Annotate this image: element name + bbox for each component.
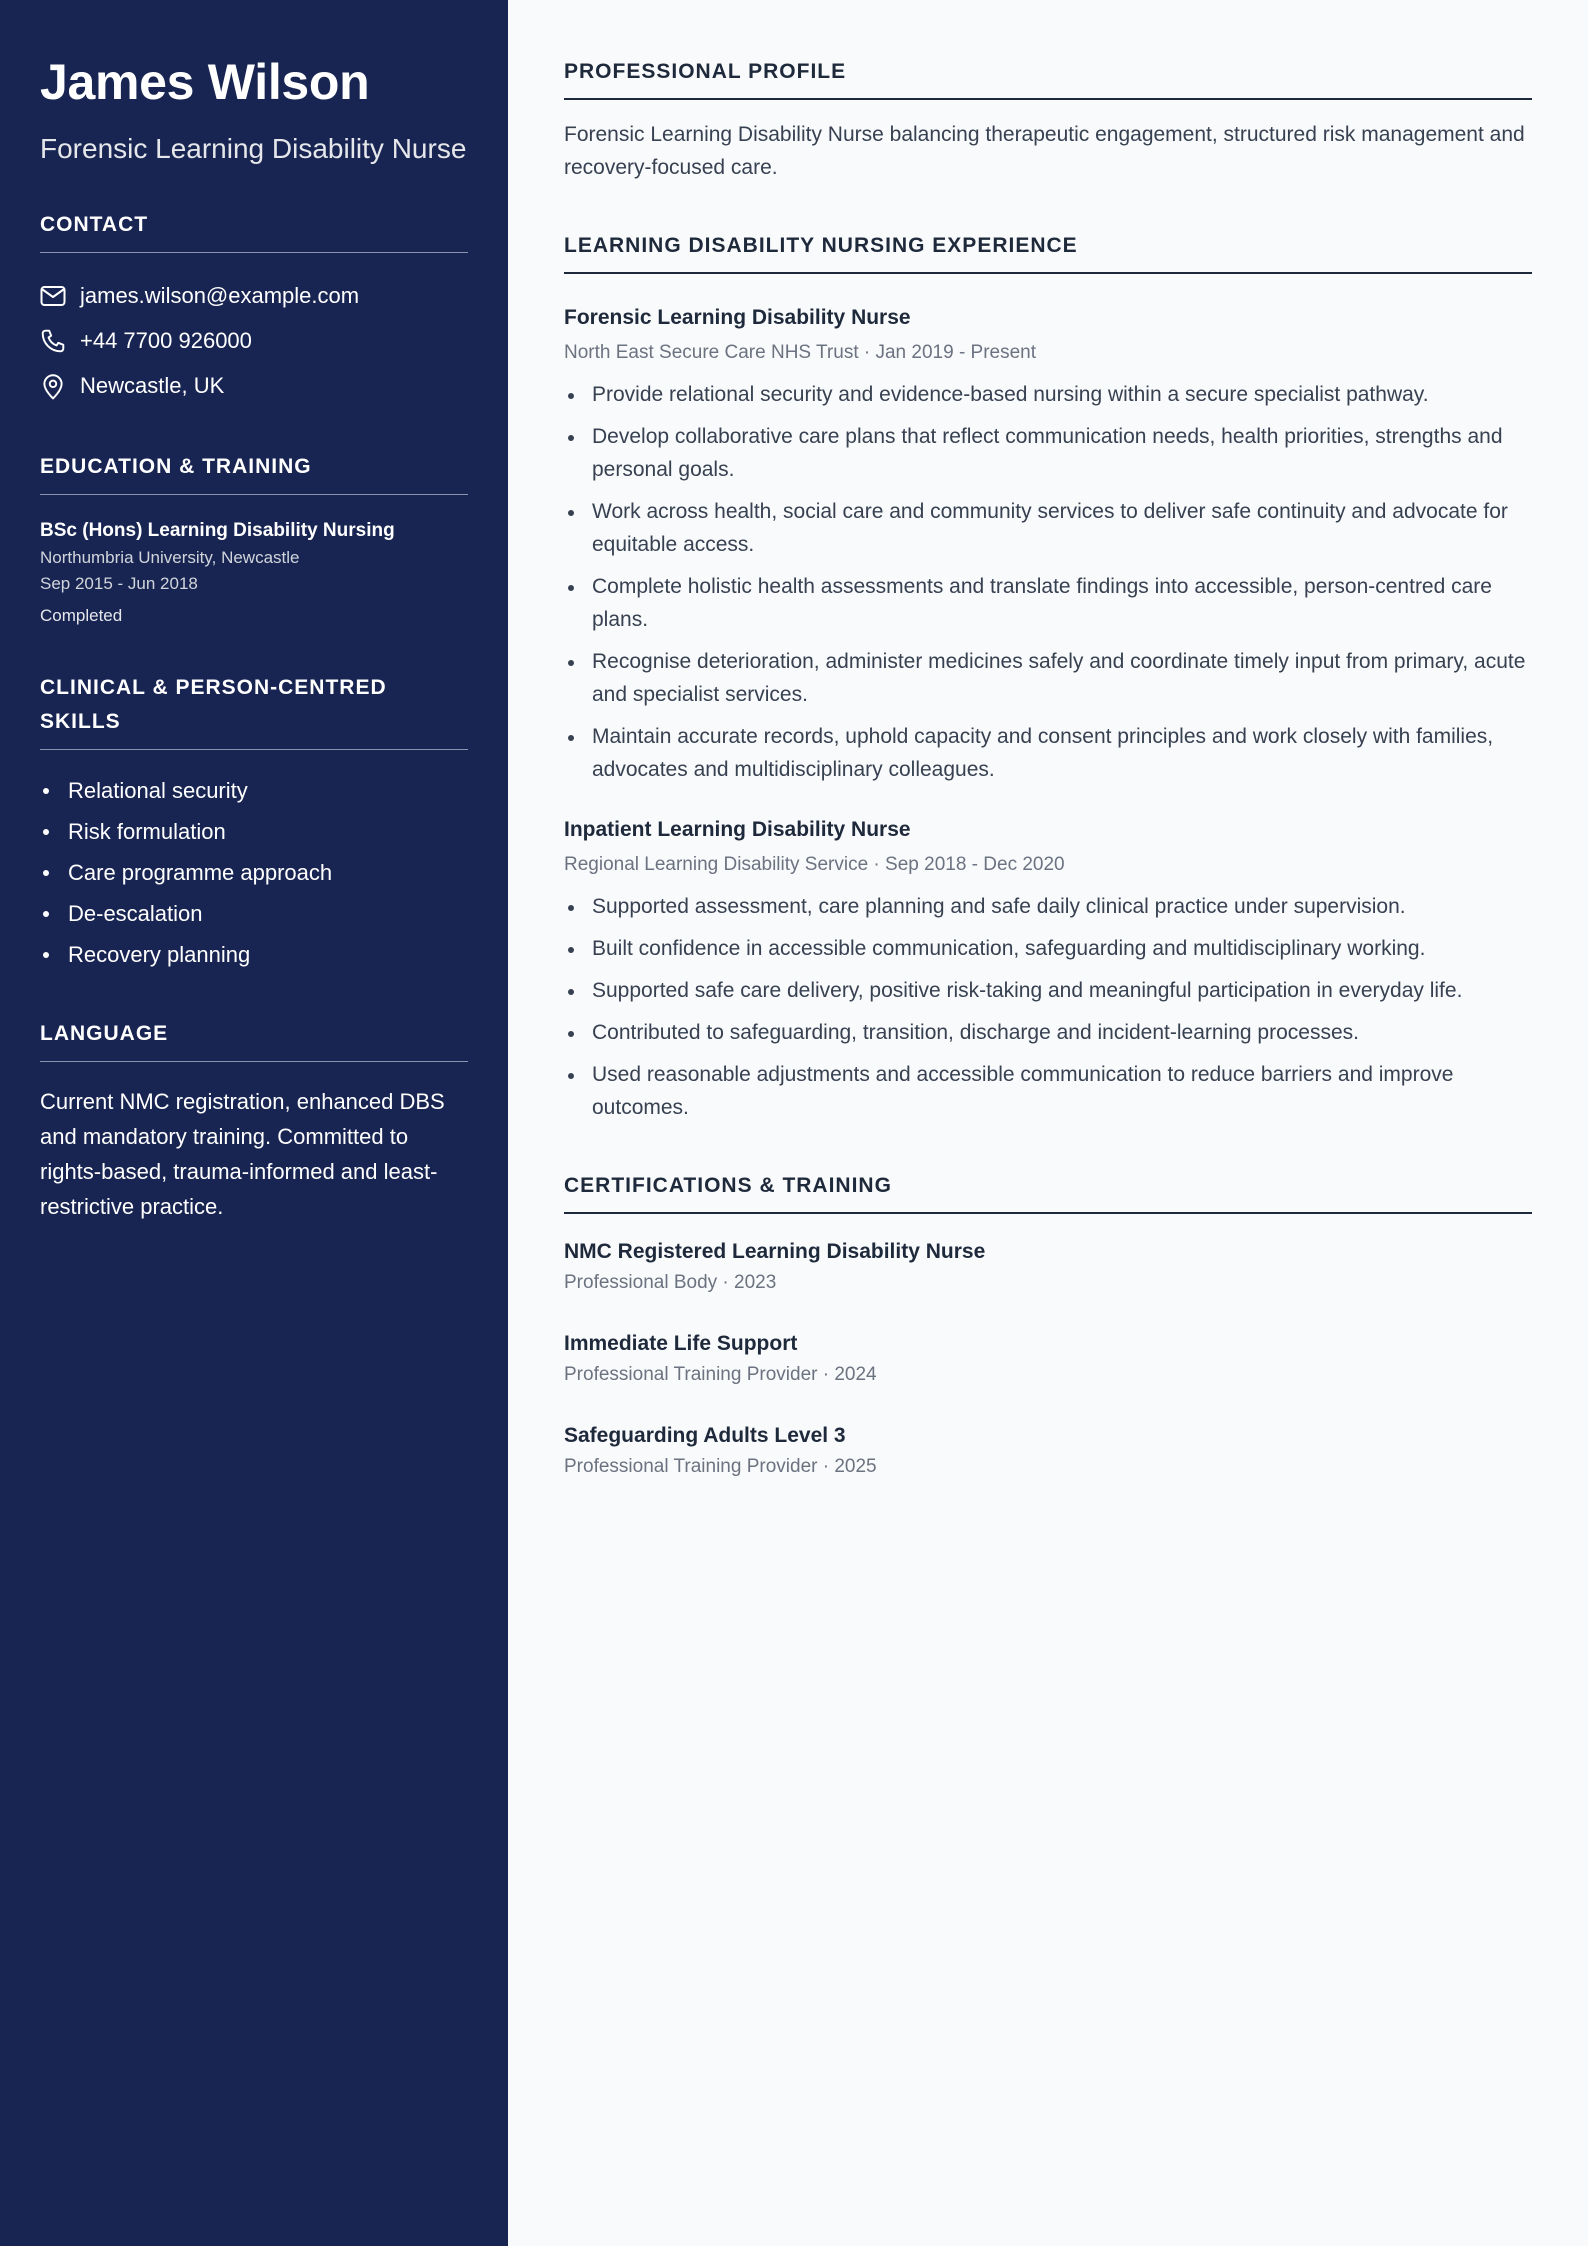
contact-email-text: james.wilson@example.com xyxy=(80,282,360,308)
profile-text: Forensic Learning Disability Nurse balancing therapeutic engagement, structured risk management and recovery-focused care. xyxy=(564,123,1525,179)
job-meta: North East Secure Care NHS Trust · Jan 2019 - Present xyxy=(564,342,1037,363)
education-degree: BSc (Hons) Learning Disability Nursing xyxy=(40,520,395,541)
skill-item: De-escalation xyxy=(40,893,468,934)
skills-list xyxy=(40,770,468,975)
certification-name: Safeguarding Adults Level 3 xyxy=(564,1424,846,1447)
job-bullet: Built confidence in accessible communication, safeguarding and multidisciplinary working. xyxy=(564,932,1532,965)
job-entry xyxy=(564,302,1532,786)
contact-email[interactable] xyxy=(40,273,468,318)
skill-item: Recovery planning xyxy=(40,934,468,975)
certification-meta: Professional Training Provider · 2024 xyxy=(564,1364,877,1385)
mail-icon xyxy=(40,285,80,307)
certifications-section xyxy=(564,1166,1532,1512)
sidebar xyxy=(0,0,508,2246)
job-bullet: Provide relational security and evidence-based nursing within a secure specialist pathway. xyxy=(564,378,1532,411)
contact-heading: CONTACT xyxy=(40,208,468,253)
candidate-role: Forensic Learning Disability Nurse xyxy=(40,133,467,164)
job-bullet: Recognise deterioration, administer medicines safely and coordinate timely input from primary, acute and specialist services. xyxy=(564,645,1532,711)
profile-section xyxy=(564,52,1532,184)
education-heading: EDUCATION & TRAINING xyxy=(40,450,468,495)
job-meta: Regional Learning Disability Service · Sep 2018 - Dec 2020 xyxy=(564,854,1065,875)
certification-meta: Professional Body · 2023 xyxy=(564,1272,777,1293)
candidate-name: James Wilson xyxy=(40,54,370,110)
job-bullet: Develop collaborative care plans that reflect communication needs, health priorities, strengths and personal goals. xyxy=(564,420,1532,486)
certification-item xyxy=(564,1420,1058,1482)
certification-item xyxy=(564,1236,1058,1298)
location-icon xyxy=(40,372,80,400)
main-content xyxy=(564,52,1532,1512)
job-bullets xyxy=(564,890,1532,1124)
job-title: Inpatient Learning Disability Nurse xyxy=(564,818,911,841)
contact-location xyxy=(40,363,468,408)
contact-phone-text: +44 7700 926000 xyxy=(80,327,252,353)
skill-item: Care programme approach xyxy=(40,852,468,893)
education-status: Completed xyxy=(40,606,123,625)
job-bullets xyxy=(564,378,1532,786)
job-title: Forensic Learning Disability Nurse xyxy=(564,306,911,329)
certification-item xyxy=(564,1328,1058,1390)
job-bullet: Complete holistic health assessments and translate findings into accessible, person-centred care plans. xyxy=(564,570,1532,636)
job-bullet: Work across health, social care and community services to deliver safe continuity and advocate for equitable access. xyxy=(564,495,1532,561)
certification-meta: Professional Training Provider · 2025 xyxy=(564,1456,877,1477)
job-bullet: Used reasonable adjustments and accessible communication to reduce barriers and improve outcomes. xyxy=(564,1058,1532,1124)
skills-section xyxy=(40,671,468,975)
education-school: Northumbria University, Newcastle xyxy=(40,548,300,567)
phone-icon xyxy=(40,328,80,354)
job-entry xyxy=(564,814,1532,1124)
job-bullet: Maintain accurate records, uphold capacity and consent principles and work closely with families, advocates and multidisciplinary colleagues. xyxy=(564,720,1532,786)
certification-name: NMC Registered Learning Disability Nurse xyxy=(564,1240,986,1263)
contact-location-text: Newcastle, UK xyxy=(80,372,225,398)
profile-heading: PROFESSIONAL PROFILE xyxy=(564,52,1532,100)
education-dates: Sep 2015 - Jun 2018 xyxy=(40,574,198,593)
job-bullet: Supported assessment, care planning and safe daily clinical practice under supervision. xyxy=(564,890,1532,923)
experience-section xyxy=(564,226,1532,1124)
contact-list xyxy=(40,273,468,408)
certification-name: Immediate Life Support xyxy=(564,1332,798,1355)
job-bullet: Supported safe care delivery, positive risk-taking and meaningful participation in everyday life. xyxy=(564,974,1532,1007)
experience-heading: LEARNING DISABILITY NURSING EXPERIENCE xyxy=(564,226,1532,274)
education-section xyxy=(40,450,468,629)
contact-phone[interactable] xyxy=(40,318,468,363)
skills-heading: CLINICAL & PERSON-CENTRED SKILLS xyxy=(40,671,468,750)
skill-item: Risk formulation xyxy=(40,811,468,852)
certifications-grid xyxy=(564,1236,1532,1512)
language-text: Current NMC registration, enhanced DBS and mandatory training. Committed to rights-based, trauma-informed and least-restrictive practice. xyxy=(40,1089,445,1219)
job-bullet: Contributed to safeguarding, transition, discharge and incident-learning processes. xyxy=(564,1016,1532,1049)
language-heading: LANGUAGE xyxy=(40,1017,468,1062)
certifications-heading: CERTIFICATIONS & TRAINING xyxy=(564,1166,1532,1214)
language-section xyxy=(40,1017,468,1224)
contact-section xyxy=(40,208,468,408)
skill-item: Relational security xyxy=(40,770,468,811)
